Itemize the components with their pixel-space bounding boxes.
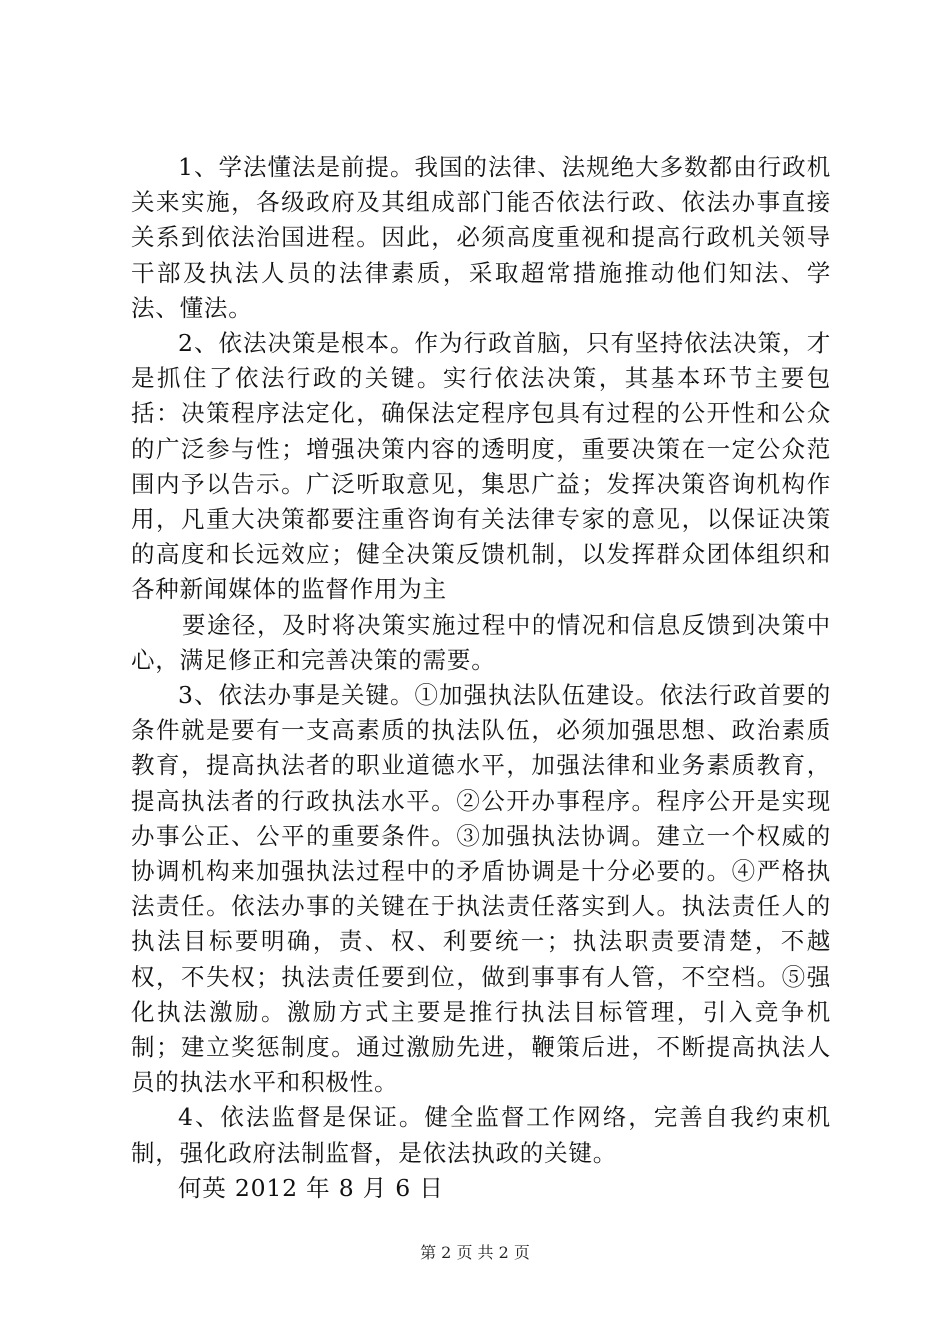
document-body [131, 150, 831, 1206]
paragraph-2-continued: 要途径，及时将决策实施过程中的情况和信息反馈到决策中心，满足修正和完善决策的需要。 [131, 610, 831, 674]
paragraph-2: 2、依法决策是根本。作为行政首脑，只有坚持依法决策，才是抓住了依法行政的关键。实行依法决策，其基本环节主要包括：决策程序法定化，确保法定程序包具有过程的公开性和公众的广泛参与性；增强决策内容的透明度，重要决策在一定公众范围内予以告示。广泛听取意见，集思广益；发挥决策咨询机构作用，凡重大决策都要注重咨询有关法律专家的意见，以保证决策的高度和长远效应；健全决策反馈机制，以发挥群众团体组织和各种新闻媒体的监督作用为主 [131, 329, 831, 604]
paragraph-4: 4、依法监督是保证。健全监督工作网络，完善自我约束机制，强化政府法制监督，是依法执政的关键。 [131, 1103, 831, 1167]
paragraph-1: 1、学法懂法是前提。我国的法律、法规绝大多数都由行政机关来实施，各级政府及其组成部门能否依法行政、依法办事直接关系到依法治国进程。因此，必须高度重视和提高行政机关领导干部及执法人员的法律素质，采取超常措施推动他们知法、学法、懂法。 [131, 153, 831, 322]
page-footer: 第 2 页 共 2 页 [420, 1243, 530, 1262]
signature-date: 何英 2012 年 8 月 6 日 [178, 1173, 444, 1202]
paragraph-3: 3、依法办事是关键。①加强执法队伍建设。依法行政首要的条件就是要有一支高素质的执法队伍，必须加强思想、政治素质教育，提高执法者的职业道德水平，加强法律和业务素质教育，提高执法者的行政执法水平。②公开办事程序。程序公开是实现办事公正、公平的重要条件。③加强执法协调。建立一个权威的协调机构来加强执法过程中的矛盾协调是十分必要的。④严格执法责任。依法办事的关键在于执法责任落实到人。执法责任人的执法目标要明确，责、权、利要统一；执法职责要清楚，不越权，不失权；执法责任要到位，做到事事有人管，不空档。⑤强化执法激励。激励方式主要是推行执法目标管理，引入竞争机制；建立奖惩制度。通过激励先进，鞭策后进，不断提高执法人员的执法水平和积极性。 [131, 681, 831, 1097]
